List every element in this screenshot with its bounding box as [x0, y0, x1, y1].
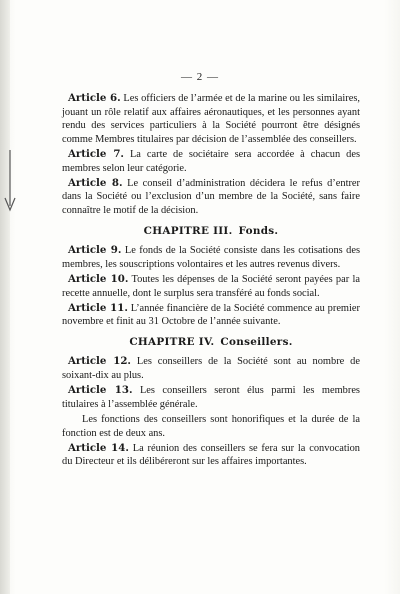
page-number: — 2 — [181, 71, 219, 83]
binding-arrow-mark [3, 148, 17, 218]
article-10 [62, 273, 360, 300]
article-7 [62, 148, 360, 175]
article-text: La carte de sociétaire sera accordée à chacun des membres selon leur catégorie. [62, 148, 360, 174]
article-label: Article 6. [68, 92, 121, 104]
chapter-heading [62, 336, 360, 350]
article-11 [62, 302, 360, 329]
article-label: Article 12. [68, 355, 131, 368]
article-text: La réunion des conseillers se fera sur la convocation du Directeur et ils délibéreront sur les affaires importantes. [62, 442, 360, 468]
chapter-title: Conseillers. [220, 335, 293, 348]
article-14 [62, 442, 360, 469]
article-text: Le conseil d’administration décidera le refus d’entrer dans la Société ou l’exclusion d’un membre de la Société, sans faire connaître le motif de la décision. [62, 177, 360, 216]
page-spine [0, 0, 10, 594]
chapter-heading [62, 225, 360, 239]
article-text: Les conseillers de la Société sont au nombre de soixant-dix au plus. [62, 356, 360, 382]
chapter-number: CHAPITRE IV. [129, 335, 215, 348]
article-label: Article 11. [68, 301, 128, 314]
chapter-number: CHAPITRE III. [143, 224, 233, 237]
article-text: Les officiers de l’armée et de la marine ou les similaires, jouant un rôle relatif aux affaires aéronautiques, et les personnes ayant rendu des services particuliers à la Société pourront être désignés comme Membres titulaires par décision de l’assemblée des conseillers. [62, 93, 360, 145]
article-8 [62, 177, 360, 218]
article-13 [62, 384, 360, 411]
article-label: Article 13. [68, 384, 133, 397]
document-body [62, 92, 360, 471]
article-13-continuation: Les fonctions des conseillers sont honorifiques et la durée de la fonction est de deux ans. [62, 414, 360, 439]
article-text: L’année financière de la Société commence au premier novembre et finit au 31 Octobre de l’année suivante. [62, 302, 360, 328]
article-text: Le fonds de la Société consiste dans les cotisations des membres, les souscriptions volontaires et les autres revenus divers. [62, 245, 360, 270]
article-label: Article 10. [68, 272, 129, 285]
article-text: Toutes les dépenses de la Société seront payées par la recette annuelle, dont le surplus sera transféré au fonds social. [62, 273, 360, 299]
article-label: Article 7. [68, 147, 124, 160]
article-label: Article 14. [68, 441, 129, 454]
article-label: Article 8. [68, 176, 123, 189]
chapter-title: Fonds. [238, 224, 279, 237]
article-6 [62, 92, 360, 146]
article-12 [62, 355, 360, 382]
article-text: Les conseillers seront élus parmi les membres titulaires à l’assemblée générale. [62, 385, 360, 410]
article-9 [62, 244, 360, 271]
article-label: Article 9. [68, 244, 122, 257]
